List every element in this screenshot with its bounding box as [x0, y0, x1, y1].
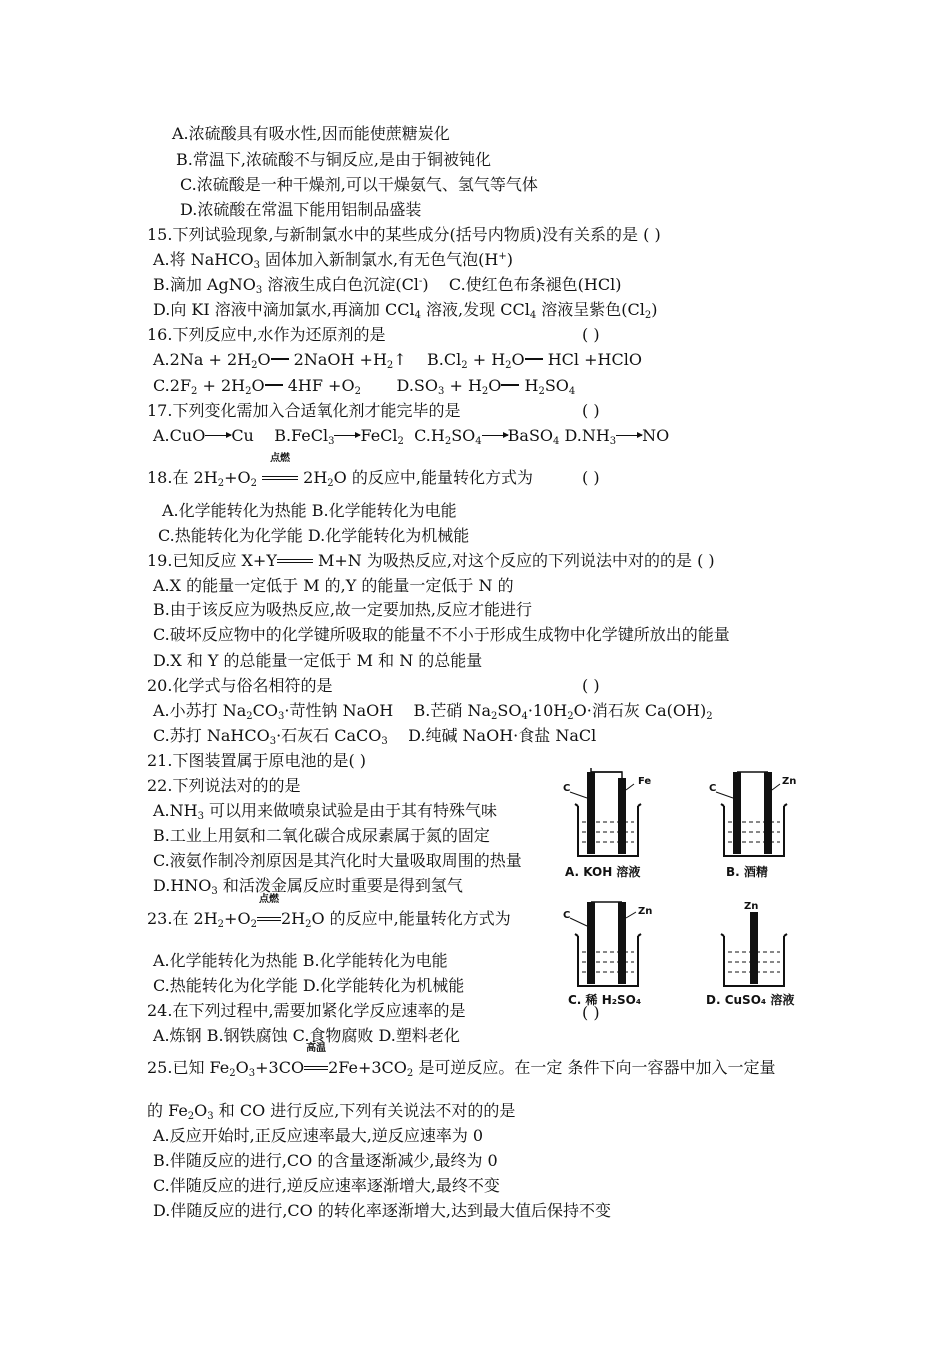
beaker-d-caption: D. CuSO₄ 溶液	[706, 993, 795, 1007]
q15-stem: 15.下列试验现象,与新制氯水中的某些成分(括号内物质)没有关系的是 ( )	[147, 225, 661, 244]
q19-option-b: B.由于该反应为吸热反应,故一定要加热,反应才能进行	[153, 600, 533, 619]
q14-option-a: A.浓硫酸具有吸水性,因而能使蔗糖炭化	[172, 124, 450, 143]
electrode-label-zn-b: Zn	[782, 776, 797, 787]
q16-option-cd: $C.2F_2 + 2H_2O$ $4HF +O_2$ $D.SO_3 + H_2O$ $H_2SO_4$	[153, 376, 576, 397]
q23-stem: 23.在 $2H_2+O_2$ 点燃 $2H_2O$ 的反应中,能量转化方式为	[147, 894, 511, 930]
q17-options: A.CuO Cu B.FeCl$_3$ FeCl$_2$ $C.H_2SO_4$ BaSO$_4$ $D.NH_3$ NO	[153, 426, 670, 447]
q16-stem: 16.下列反应中,水作为还原剂的是	[147, 325, 386, 344]
q20-answer-paren: ( )	[582, 676, 600, 695]
electrode-label-c-a: C	[563, 783, 571, 794]
beaker-apparatus-d	[706, 898, 816, 994]
q24-stem: 24.在下列过程中,需要加紧化学反应速率的是	[147, 1001, 466, 1020]
q17-answer-paren: ( )	[582, 401, 600, 420]
q25-option-c: C.伴随反应的进行,逆反应速率逐渐增大,最终不变	[153, 1176, 500, 1195]
beaker-apparatus-a	[560, 768, 670, 864]
q19-option-c: C.破坏反应物中的化学键所吸取的能量不不小于形成生成物中化学键所放出的能量	[153, 625, 730, 644]
q14-option-b: B.常温下,浓硫酸不与铜反应,是由于铜被钝化	[176, 150, 492, 169]
electrode-label-zn-c: Zn	[638, 906, 653, 917]
q15-option-d: D.向 KI 溶液中滴加氯水,再滴加 CCl$_4$ 溶液,发现 CCl$_4$ 溶液呈紫色$(Cl_2)$	[153, 300, 658, 321]
beaker-a-caption: A. KOH 溶液	[565, 865, 641, 879]
q25-option-d: D.伴随反应的进行,CO 的转化率逐渐增大,达到最大值后保持不变	[153, 1201, 611, 1220]
beaker-apparatus-c	[560, 898, 670, 994]
q22-option-d: $D.HNO_3$ 和活泼金属反应时重要是得到氢气	[153, 876, 463, 897]
q24-answer-paren: ( )	[582, 1003, 600, 1022]
q20-option-cd: C.苏打 NaHCO$_3$·石灰石 CaCO$_3$ D.纯碱 NaOH·食盐 NaCl	[153, 726, 597, 747]
q23-option-cd: C.热能转化为化学能 D.化学能转化为机械能	[153, 976, 465, 995]
q15-option-a: A.将 NaHCO$_3$ 固体加入新制氯水,有无色气泡(H+)	[153, 250, 513, 271]
q18-option-ab: A.化学能转化为热能 B.化学能转化为电能	[162, 501, 457, 520]
electrode-label-zn-d: Zn	[744, 901, 759, 912]
q16-option-ab: $A.2Na + 2H_2O$ 2NaOH $+H_2↑$ $B.Cl_2 + H_2O$ HCl +HClO	[153, 350, 642, 371]
q22-stem: 22.下列说法对的的是	[147, 776, 301, 795]
q19-option-a: A.X 的能量一定低于 M 的,Y 的能量一定低于 N 的	[153, 576, 514, 595]
q25-condition-label: 高温	[306, 1043, 327, 1054]
q14-option-c: C.浓硫酸是一种干燥剂,可以干燥氨气、氢气等气体	[180, 175, 538, 194]
beaker-c-caption: C. 稀 H₂SO₄	[568, 993, 642, 1007]
q21-stem: 21.下图装置属于原电池的是( )	[147, 751, 367, 770]
q23-condition-label: 点燃	[258, 894, 279, 905]
q18-stem: 18.在 $2H_2+O_2$ 点燃 $2H_2O$ 的反应中,能量转化方式为	[147, 453, 533, 489]
q25-stem-line2: 的 $Fe_2O_3$ 和 CO 进行反应,下列有关说法不对的的是	[147, 1101, 516, 1122]
q23-option-ab: A.化学能转化为热能 B.化学能转化为电能	[153, 951, 448, 970]
q22-option-c: C.液氨作制冷剂原因是其汽化时大量吸取周围的热量	[153, 851, 522, 870]
q16-answer-paren: ( )	[582, 325, 600, 344]
q20-stem: 20.化学式与俗名相符的是	[147, 676, 333, 695]
q14-option-d: D.浓硫酸在常温下能用铝制品盛装	[180, 200, 422, 219]
electrode-label-fe: Fe	[638, 776, 652, 787]
beaker-apparatus-b	[706, 768, 816, 864]
q20-option-ab: A.小苏打 $Na_2CO_3\cdot$苛性钠 NaOH B.芒硝 $Na_2SO_4\cdot 10H_2O\cdot$消石灰 $Ca(OH)_2$	[153, 701, 713, 722]
q19-stem: 19.已知反应 X+Y M+N 为吸热反应,对这个反应的下列说法中对的的是 ( )	[147, 551, 715, 570]
q25-option-a: A.反应开始时,正反应速率最大,逆反应速率为 0	[153, 1126, 484, 1145]
q18-condition-label: 点燃	[270, 453, 291, 464]
q22-option-b: B.工业上用氨和二氧化碳合成尿素属于氮的固定	[153, 826, 490, 845]
q24-options: A.炼钢 B.钢铁腐蚀 C.食物腐败 D.塑料老化	[153, 1026, 460, 1045]
q18-answer-paren: ( )	[582, 468, 600, 487]
beaker-b-caption: B. 酒精	[726, 865, 768, 879]
electrode-label-c-b: C	[709, 783, 717, 794]
electrode-label-c-c: C	[563, 910, 571, 921]
q17-stem: 17.下列变化需加入合适氧化剂才能完毕的是	[147, 401, 461, 420]
q25-stem: 25.已知 $Fe_2O_3+3CO$ 高温 $2Fe+3CO_2$ 是可逆反应。在一定 条件下向一容器中加入一定量	[147, 1043, 776, 1079]
q15-option-bc: B.滴加 AgNO$_3$ 溶液生成白色沉淀(Cl-) C.使红色布条褪色(HCl)	[153, 275, 622, 296]
q19-option-d: D.X 和 Y 的总能量一定低于 M 和 N 的总能量	[153, 651, 483, 670]
q22-option-a: $A.NH_3$ 可以用来做喷泉试验是由于其有特殊气味	[153, 801, 498, 822]
q18-option-cd: C.热能转化为化学能 D.化学能转化为机械能	[158, 526, 470, 545]
q25-option-b: B.伴随反应的进行,CO 的含量逐渐减少,最终为 0	[153, 1151, 498, 1170]
